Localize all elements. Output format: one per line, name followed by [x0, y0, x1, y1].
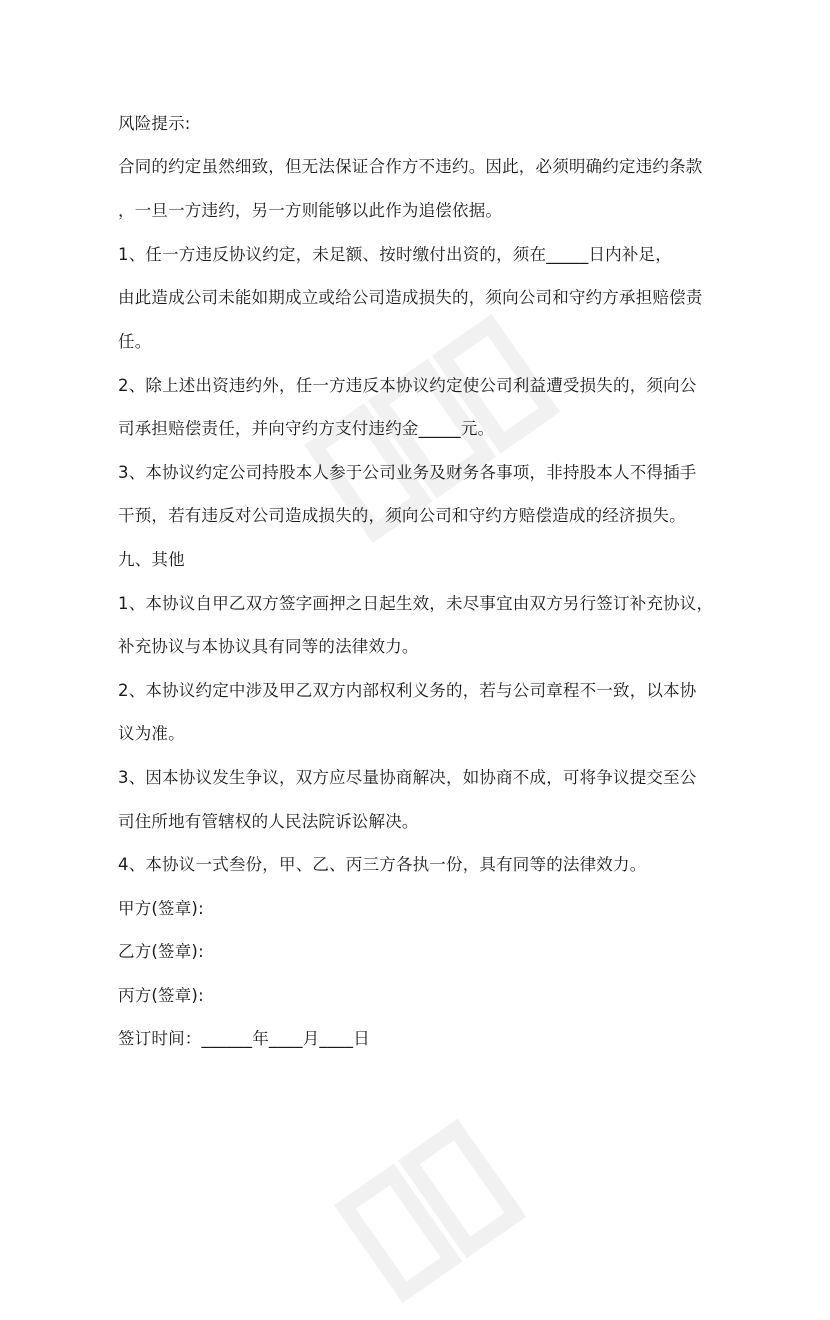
clause-line: 任。: [118, 332, 152, 351]
clause-line: 3、因本协议发生争议，双方应尽量协商解决，如协商不成，可将争议提交至公: [118, 768, 697, 787]
paragraph-line: ，一旦一方违约，另一方则能够以此作为追偿依据。: [118, 201, 503, 220]
clause-line: 4、本协议一式叁份，甲、乙、丙三方各执一份，具有同等的法律效力。: [118, 855, 647, 874]
signature-party-b: 乙方(签章):: [118, 942, 204, 961]
paragraph-line: 合同的约定虽然细致，但无法保证合作方不违约。因此，必须明确约定违约条款: [118, 157, 703, 176]
clause-line: 2、本协议约定中涉及甲乙双方内部权利义务的，若与公司章程不一致，以本协: [118, 681, 697, 700]
clause-line: 由此造成公司未能如期成立或给公司造成损失的，须向公司和守约方承担赔偿责: [118, 288, 703, 307]
clause-line: 补充协议与本协议具有同等的法律效力。: [118, 637, 419, 656]
signature-party-a: 甲方(签章):: [118, 899, 204, 918]
signing-date: 签订时间：______年____月____日: [118, 1029, 370, 1048]
clause-line: 2、除上述出资违约外，任一方违反本协议约定使公司利益遭受损失的，须向公: [118, 376, 697, 395]
signature-party-c: 丙方(签章):: [118, 986, 204, 1005]
clause-line: 1、任一方违反协议约定，未足额、按时缴付出资的，须在_____日内补足，: [118, 245, 672, 264]
clause-line: 司承担赔偿责任，并向守约方支付违约金_____元。: [118, 419, 495, 438]
risk-heading: 风险提示:: [118, 114, 191, 133]
section-heading: 九、其他: [118, 550, 185, 569]
clause-line: 干预，若有违反对公司造成损失的，须向公司和守约方赔偿造成的经济损失。: [118, 506, 686, 525]
clause-line: 1、本协议自甲乙双方签字画押之日起生效，未尽事宜由双方另行签订补充协议，: [118, 594, 714, 613]
clause-line: 3、本协议约定公司持股本人参于公司业务及财务各事项，非持股本人不得插手: [118, 463, 697, 482]
clause-line: 议为准。: [118, 724, 185, 743]
watermark-icon: [330, 1060, 590, 1320]
clause-line: 司住所地有管辖权的人民法院诉讼解决。: [118, 812, 419, 831]
